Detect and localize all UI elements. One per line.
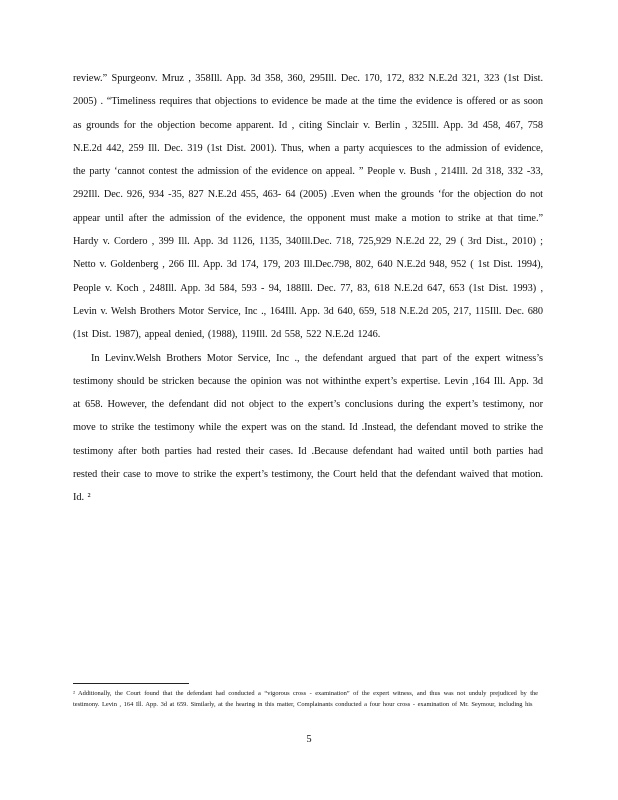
paragraph-continuation: review.” Spurgeonv. Mruz , 358Ill. App. 3d 358, 360, 295Ill. Dec. 170, 172, 832 N.E.2d 321, 323 (1st Dist. 2005) . “Timeliness requires that objections to evidence be made at the time the evidence is offered or as soon as grounds for the objection become apparent. Id , citing Sinclair v. Berlin , 325Ill. App. 3d 458, 467, 758 N.E.2d 442, 259 Ill. Dec. 319 (1st Dist. 2001). Thus, when a party acquiesces to the admission of evidence, the party ‘cannot contest the admission of the evidence on appeal. ” People v. Bush , 214Ill. 2d 318, 332 -33, 292Ill. Dec. 926, 934 -35, 827 N.E.2d 455, 463- 64 (2005) .Even when the grounds ‘for the objection do not appear until after the admission of the evidence, the opponent must make a motion to strike at that time.” Hardy v. Cordero , 399 Ill. App. 3d 1126, 1135, 340Ill.Dec. 718, 725,929 N.E.2d 22, 29 ( 3rd Dist., 2010) ; Netto v. Goldenberg , 266 Ill. App. 3d 174, 179, 203 Ill.Dec.798, 802, 640 N.E.2d 948, 952 ( 1st Dist. 1994), People v. Koch , 248Ill. App. 3d 584, 593 - 94, 188Ill. Dec. 77, 83, 618 N.E.2d 647, 653 (1st Dist. 1993) , Levin v. Welsh Brothers Motor Service, Inc ., 164Ill. App. 3d 640, 659, 518 N.E.2d 205, 217, 115Ill. Dec. 680 (1st Dist. 1987), appeal denied, (1988), 119Ill. 2d 558, 522 N.E.2d 1246. xyxy=(73,73,543,341)
paragraph-levin: In Levinv.Welsh Brothers Motor Service, Inc ., the defendant argued that part of the expert witness’s testimony should be stricken because the opinion was not withinthe expert’s expertise. Levin ,164 Ill. App. 3d at 658. However, the defendant did not object to the expert’s conclusions during the expert’s testimony, nor move to strike the testimony while the expert was on the stand. Id .Instead, the defendant moved to strike the testimony after both parties had rested their cases. Id .Because defendant had waited until both parties had rested their case to move to strike the expert’s testimony, the Court held that the defendant waived that motion. Id. ² xyxy=(73,352,543,504)
page-number: 5 xyxy=(306,734,312,745)
footnote-2: ² Additionally, the Court found that the defendant had conducted a “vigorous cross - examination” of the expert witness, and thus was not unduly prejudiced by the testimony. Levin , 164 Ill. App. 3d at 659. Similarly, at the hearing in this matter, Complainants conducted a four hour cross - examination of Mr. Seymour, including his xyxy=(73,690,538,708)
footnote-divider xyxy=(73,683,189,684)
body-text xyxy=(73,67,543,510)
